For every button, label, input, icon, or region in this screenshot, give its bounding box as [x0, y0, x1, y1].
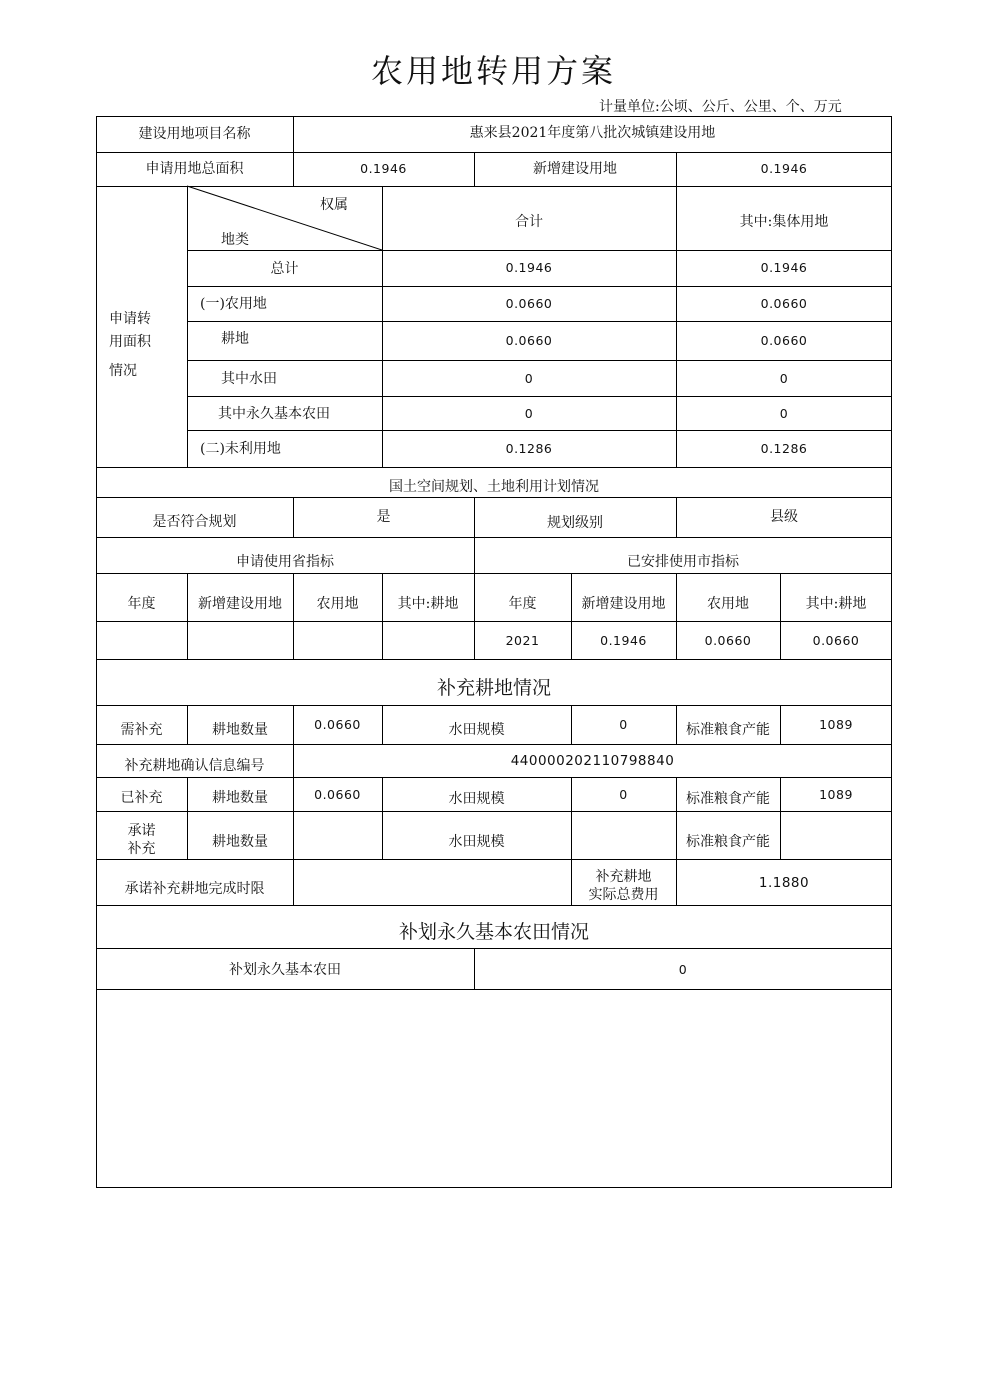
grid-line — [187, 396, 892, 397]
grid-line — [293, 573, 294, 659]
confirm-code-value: 440000202110798840 — [510, 753, 675, 769]
city-quota-arable: 0.0660 — [812, 633, 860, 648]
cost-label: 实际总费用 — [588, 887, 659, 903]
apply-row-total: 0.1286 — [505, 441, 553, 456]
notes-area — [96, 989, 892, 1187]
promise-paddy-label: 水田规模 — [448, 834, 505, 850]
grid-line — [187, 286, 892, 287]
apply-row-label: (一)农用地 — [200, 296, 267, 312]
apply-row-total: 0.1946 — [505, 260, 553, 275]
promise-supplement-label: 承诺 — [127, 823, 156, 839]
apply-row-label: 其中水田 — [221, 371, 277, 387]
deadline-label: 承诺补充耕地完成时限 — [124, 881, 265, 897]
diagonal-header-divider — [187, 186, 382, 250]
grid-line — [96, 537, 892, 538]
province-quota-heading: 申请使用省指标 — [236, 554, 334, 570]
apply-row-label: (二)未利用地 — [200, 441, 281, 457]
apply-area-side-label: 用面积 — [109, 334, 151, 350]
plan-level-value: 县级 — [770, 509, 798, 525]
quota-col-header: 农用地 — [707, 596, 749, 612]
apply-row-collective: 0.0660 — [760, 296, 808, 311]
apply-row-label: 总计 — [270, 261, 299, 277]
quota-col-header: 其中:耕地 — [805, 596, 867, 612]
need-paddy-label: 水田规模 — [448, 722, 505, 738]
apply-row-total: 0.0660 — [505, 333, 553, 348]
need-grain-value: 1089 — [819, 717, 853, 732]
quota-col-header: 其中:耕地 — [397, 596, 459, 612]
owner-header: 权属 — [320, 197, 348, 213]
collective-column-header: 其中:集体用地 — [739, 214, 829, 230]
grid-line — [96, 1187, 892, 1188]
apply-area-side-label: 申请转 — [109, 311, 151, 327]
supplement-heading: 补充耕地情况 — [436, 677, 551, 699]
need-supplement-label: 需补充 — [120, 722, 163, 738]
apply-row-total: 0 — [524, 406, 534, 421]
grid-line — [96, 905, 892, 906]
grid-line — [293, 859, 294, 905]
grid-line — [96, 497, 892, 498]
done-qty-value: 0.0660 — [314, 787, 361, 802]
city-quota-farmland: 0.0660 — [704, 633, 752, 648]
apply-row-collective: 0.1286 — [760, 441, 808, 456]
done-paddy-label: 水田规模 — [448, 791, 505, 807]
need-grain-label: 标准粮食产能 — [686, 722, 770, 738]
basic-farmland-label: 补划永久基本农田 — [229, 962, 341, 978]
city-quota-new-build: 0.1946 — [600, 633, 647, 648]
quota-col-header: 年度 — [127, 596, 156, 612]
apply-area-side-label: 情况 — [109, 363, 137, 379]
basic-farmland-heading: 补划永久基本农田情况 — [398, 921, 589, 943]
cost-label: 补充耕地 — [595, 869, 652, 885]
apply-row-collective: 0.1946 — [760, 260, 808, 275]
grid-line — [96, 777, 892, 778]
apply-row-label: 其中永久基本农田 — [218, 406, 330, 422]
total-area-value: 0.1946 — [360, 161, 407, 176]
promise-supplement-label: 补充 — [127, 841, 156, 857]
apply-row-label: 耕地 — [221, 331, 249, 347]
unit-note: 计量单位:公顷、公斤、公里、个、万元 — [599, 99, 842, 115]
quota-col-header: 农用地 — [316, 596, 359, 612]
grid-line — [96, 744, 892, 745]
grid-line — [96, 948, 892, 949]
promise-grain-label: 标准粮食产能 — [686, 834, 770, 850]
grid-line — [187, 360, 892, 361]
landtype-header: 地类 — [221, 232, 249, 248]
cost-value: 1.1880 — [758, 875, 810, 891]
new-construction-value: 0.1946 — [760, 161, 808, 176]
project-name-label: 建设用地项目名称 — [138, 126, 251, 142]
done-grain-value: 1089 — [819, 787, 853, 802]
grid-line — [96, 859, 892, 860]
total-column-header: 合计 — [515, 214, 543, 230]
quota-col-header: 新增建设用地 — [198, 596, 282, 612]
city-quota-year: 2021 — [505, 633, 540, 648]
grid-line — [96, 705, 892, 706]
grid-line — [96, 621, 892, 622]
quota-col-header: 年度 — [508, 596, 537, 612]
grid-line — [96, 811, 892, 812]
need-paddy-value: 0 — [619, 717, 628, 732]
plan-level-label: 规划级别 — [547, 515, 603, 531]
apply-row-collective: 0 — [779, 406, 789, 421]
grid-line — [96, 116, 892, 117]
done-paddy-value: 0 — [619, 787, 628, 802]
grid-line — [187, 573, 188, 659]
planning-heading: 国土空间规划、土地利用计划情况 — [389, 479, 599, 495]
land-conversion-table — [96, 116, 892, 1188]
plan-conform-label: 是否符合规划 — [152, 514, 237, 530]
grid-line — [382, 573, 383, 659]
document-title: 农用地转用方案 — [370, 52, 616, 90]
apply-row-total: 0.0660 — [505, 296, 553, 311]
apply-row-total: 0 — [524, 371, 534, 386]
grid-line — [187, 321, 892, 322]
promise-qty-label: 耕地数量 — [212, 834, 268, 850]
city-quota-heading: 已安排使用市指标 — [627, 554, 739, 570]
done-supplement-label: 已补充 — [120, 790, 163, 806]
grid-line — [96, 467, 892, 468]
grid-line — [96, 573, 892, 574]
apply-row-collective: 0.0660 — [760, 333, 808, 348]
grid-line — [187, 430, 892, 431]
project-name-value: 惠来县2021年度第八批次城镇建设用地 — [469, 125, 716, 141]
total-area-label: 申请用地总面积 — [145, 161, 244, 177]
grid-line — [96, 659, 892, 660]
need-qty-value: 0.0660 — [314, 717, 361, 732]
need-qty-label: 耕地数量 — [212, 722, 268, 738]
basic-farmland-value: 0 — [678, 962, 688, 977]
confirm-code-label: 补充耕地确认信息编号 — [124, 758, 265, 774]
done-qty-label: 耕地数量 — [212, 790, 268, 806]
apply-row-collective: 0 — [779, 371, 789, 386]
grid-line — [187, 250, 892, 251]
done-grain-label: 标准粮食产能 — [686, 791, 770, 807]
grid-line — [96, 152, 892, 153]
new-construction-label: 新增建设用地 — [533, 161, 617, 177]
plan-conform-value: 是 — [376, 509, 391, 525]
quota-col-header: 新增建设用地 — [581, 596, 666, 612]
